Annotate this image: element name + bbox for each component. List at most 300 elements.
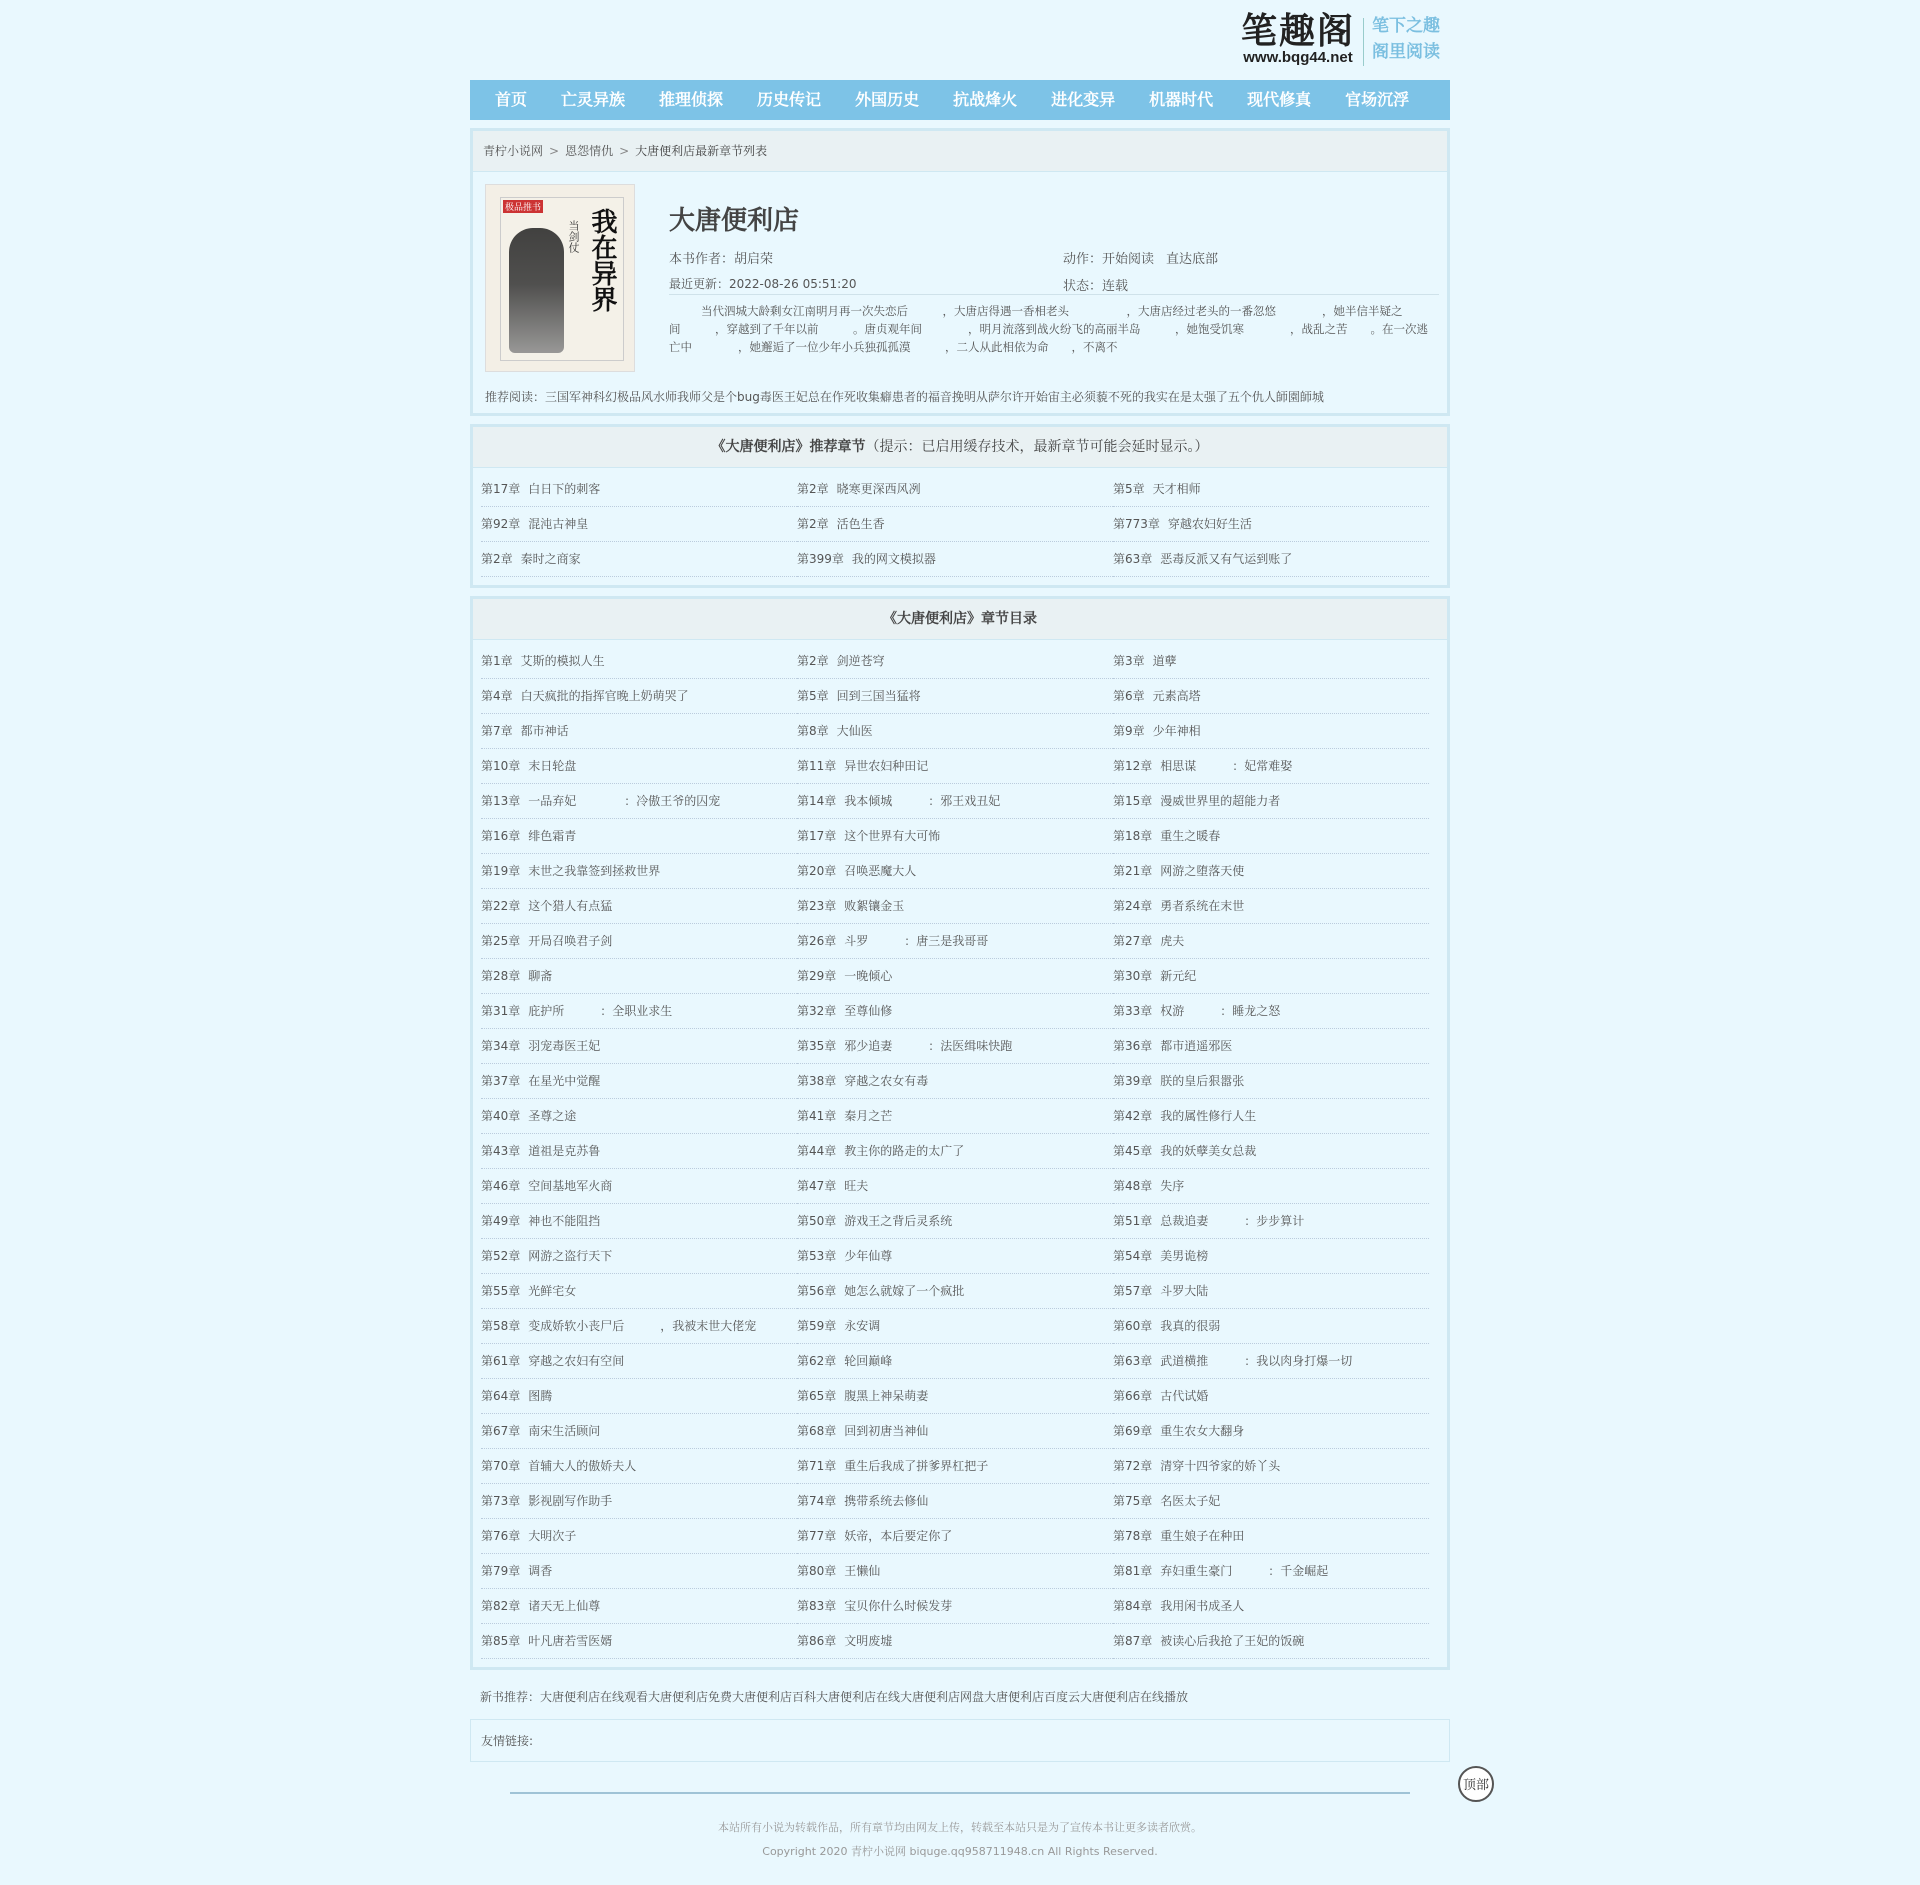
chapter-title: 在星光中觉醒 xyxy=(528,1074,601,1088)
chapter-link[interactable] xyxy=(797,1344,1113,1379)
chapter-title: 永安调 xyxy=(844,1319,881,1333)
breadcrumb-current: 大唐便利店最新章节列表 xyxy=(635,144,768,158)
recommend-chapters-box xyxy=(470,424,1450,588)
chapter-title: 这个世界有大可怖 xyxy=(844,829,941,843)
chapter-link[interactable] xyxy=(1113,714,1429,749)
chapter-link[interactable] xyxy=(797,1239,1113,1274)
chapter-title: 晓寒更深西风冽 xyxy=(836,482,921,496)
chapter-title: 神也不能阻挡 xyxy=(528,1214,601,1228)
chapter-number: 第40章 xyxy=(481,1109,521,1123)
chapter-title: 穿越之农妇有空间 xyxy=(528,1354,625,1368)
chapter-number: 第58章 xyxy=(481,1319,521,1333)
chapter-link[interactable] xyxy=(797,1519,1113,1554)
catalog-box xyxy=(470,596,1450,1670)
chapter-title: 道孽 xyxy=(1152,654,1177,668)
chapter-title: 召唤恶魔大人 xyxy=(844,864,917,878)
chapter-link[interactable] xyxy=(797,1134,1113,1169)
chapter-link[interactable] xyxy=(481,1449,797,1484)
chapter-link[interactable] xyxy=(797,507,1113,542)
chapter-number: 第77章 xyxy=(797,1529,837,1543)
chapter-link[interactable] xyxy=(1113,854,1429,889)
chapter-number: 第23章 xyxy=(797,899,837,913)
chapter-link[interactable] xyxy=(1113,1519,1429,1554)
chapter-number: 第66章 xyxy=(1113,1389,1153,1403)
book-update xyxy=(669,275,856,292)
chapter-link[interactable] xyxy=(1113,644,1429,679)
chapter-title: 轮回巅峰 xyxy=(844,1354,893,1368)
chapter-link[interactable] xyxy=(1113,749,1429,784)
chapter-number: 第76章 xyxy=(481,1529,521,1543)
chapter-link[interactable] xyxy=(481,1134,797,1169)
chapter-link[interactable] xyxy=(481,854,797,889)
chapter-link[interactable] xyxy=(1113,819,1429,854)
chapter-link[interactable] xyxy=(481,1519,797,1554)
chapter-title: 相思谋 ：妃常难娶 xyxy=(1160,759,1293,773)
chapter-link[interactable] xyxy=(481,819,797,854)
chapter-number: 第78章 xyxy=(1113,1529,1153,1543)
chapter-link[interactable] xyxy=(1113,542,1429,577)
go-bottom-link[interactable]: 直达底部 xyxy=(1166,252,1219,267)
chapter-link[interactable] xyxy=(1113,1169,1429,1204)
chapter-number: 第54章 xyxy=(1113,1249,1153,1263)
chapter-title: 我的网文模拟器 xyxy=(851,552,936,566)
chapter-link[interactable] xyxy=(481,644,797,679)
chapter-title: 美男诡榜 xyxy=(1160,1249,1209,1263)
chapter-link[interactable] xyxy=(481,924,797,959)
chapter-title: 穿越农妇好生活 xyxy=(1167,517,1252,531)
recommend-chapters-note: （提示：已启用缓存技术，最新章节可能会延时显示。） xyxy=(865,439,1209,455)
chapter-link[interactable] xyxy=(1113,1134,1429,1169)
chapter-number: 第63章 xyxy=(1113,552,1153,566)
friend-links xyxy=(470,1719,1450,1762)
chapter-link[interactable] xyxy=(1113,994,1429,1029)
chapter-number: 第26章 xyxy=(797,934,837,948)
nav-item[interactable]: 亡灵异族 xyxy=(561,90,626,109)
chapter-number: 第18章 xyxy=(1113,829,1153,843)
chapter-title: 叶凡唐若雪医婿 xyxy=(528,1634,613,1648)
update-value: 2022-08-26 05:51:20 xyxy=(729,277,857,291)
chapter-link[interactable] xyxy=(1113,889,1429,924)
chapter-link[interactable] xyxy=(1113,1029,1429,1064)
chapter-number: 第11章 xyxy=(797,759,837,773)
nav-item[interactable]: 官场沉浮 xyxy=(1345,90,1410,109)
chapter-number: 第44章 xyxy=(797,1144,837,1158)
chapter-link[interactable] xyxy=(797,1064,1113,1099)
chapter-number: 第5章 xyxy=(797,689,829,703)
chapter-link[interactable] xyxy=(1113,1624,1429,1659)
chapter-number: 第2章 xyxy=(797,482,829,496)
chapter-title: 秦时之商家 xyxy=(520,552,581,566)
chapter-link[interactable] xyxy=(1113,959,1429,994)
chapter-title: 权游 ：睡龙之怒 xyxy=(1160,1004,1281,1018)
chapter-link[interactable] xyxy=(1113,1484,1429,1519)
chapter-title: 羽宠毒医王妃 xyxy=(528,1039,601,1053)
chevron-right-icon: > xyxy=(619,144,630,158)
book-intro: 当代泗城大龄剩女江南明月再一次失恋后 ，大唐店得遇一香相老头 ，大唐店经过老头的一番忽悠 ，她半信半疑之间 ，穿越到了千年以前 。唐贞观年间 ，明月流落到战火纷飞的高丽半岛 ，她饱受饥寒 ，战乱之苦 。在一次逃亡中 ，她邂逅了一位少年小兵独孤孤漠 ，二人从此相依为命 ，不离不 xyxy=(669,304,1428,354)
chapter-link[interactable] xyxy=(481,507,797,542)
chapter-link[interactable] xyxy=(1113,1204,1429,1239)
chapter-number: 第64章 xyxy=(481,1389,521,1403)
chapter-number: 第50章 xyxy=(797,1214,837,1228)
chapter-number: 第2章 xyxy=(797,654,829,668)
chapter-title: 大仙医 xyxy=(836,724,873,738)
chapter-title: 清穿十四爷家的娇丫头 xyxy=(1160,1459,1281,1473)
chapter-number: 第46章 xyxy=(481,1179,521,1193)
logo-slogan-2: 阁里阅读 xyxy=(1372,42,1440,62)
chapter-link[interactable] xyxy=(1113,1554,1429,1589)
cover-figure xyxy=(509,228,564,353)
chapter-number: 第22章 xyxy=(481,899,521,913)
action-label: 动作： xyxy=(1063,252,1103,267)
breadcrumb xyxy=(473,131,1447,172)
chapter-link[interactable] xyxy=(1113,1449,1429,1484)
chapter-link[interactable] xyxy=(1113,679,1429,714)
chapter-number: 第32章 xyxy=(797,1004,837,1018)
chapter-link[interactable] xyxy=(797,994,1113,1029)
author-value: 胡启荣 xyxy=(734,252,774,267)
chapter-link[interactable] xyxy=(481,1379,797,1414)
chapter-link[interactable] xyxy=(481,1274,797,1309)
chapter-title: 聊斋 xyxy=(528,969,553,983)
chapter-link[interactable] xyxy=(797,472,1113,507)
nav-item[interactable]: 首页 xyxy=(495,90,528,109)
chapter-number: 第14章 xyxy=(797,794,837,808)
chapter-number: 第39章 xyxy=(1113,1074,1153,1088)
chapter-number: 第51章 xyxy=(1113,1214,1153,1228)
chapter-link[interactable] xyxy=(481,472,797,507)
chapter-link[interactable] xyxy=(797,1169,1113,1204)
chapter-link[interactable] xyxy=(797,1029,1113,1064)
chapter-title: 回到三国当猛将 xyxy=(836,689,921,703)
chapter-number: 第67章 xyxy=(481,1424,521,1438)
book-cover[interactable] xyxy=(485,184,635,372)
chapter-title: 庇护所 ：全职业求生 xyxy=(528,1004,673,1018)
chapter-title: 图腾 xyxy=(528,1389,553,1403)
chapter-title: 妖帝，本后要定你了 xyxy=(844,1529,953,1543)
chapter-title: 都市逍遥邪医 xyxy=(1160,1039,1233,1053)
chapter-number: 第72章 xyxy=(1113,1459,1153,1473)
chapter-link[interactable] xyxy=(797,1449,1113,1484)
chapter-number: 第86章 xyxy=(797,1634,837,1648)
chapter-link[interactable] xyxy=(481,542,797,577)
chapter-title: 我的妖孽美女总裁 xyxy=(1160,1144,1257,1158)
chapter-link[interactable] xyxy=(797,1624,1113,1659)
chapter-number: 第83章 xyxy=(797,1599,837,1613)
chapter-title: 剑逆苍穹 xyxy=(836,654,885,668)
chapter-link[interactable] xyxy=(481,1414,797,1449)
chapter-link[interactable] xyxy=(797,714,1113,749)
chapter-title: 我本倾城 ：邪王戏丑妃 xyxy=(844,794,1001,808)
book-info-box xyxy=(470,128,1450,416)
chapter-link[interactable] xyxy=(1113,1239,1429,1274)
chapter-link[interactable] xyxy=(1113,784,1429,819)
chapter-title: 都市神话 xyxy=(520,724,569,738)
chapter-link[interactable] xyxy=(1113,924,1429,959)
chapter-link[interactable] xyxy=(797,542,1113,577)
chapter-link[interactable] xyxy=(797,1204,1113,1239)
new-book-recommend xyxy=(470,1670,1450,1715)
chapter-link[interactable] xyxy=(797,1589,1113,1624)
book-title: 大唐便利店 xyxy=(669,206,800,236)
book-actions xyxy=(1063,248,1230,267)
chapter-number: 第56章 xyxy=(797,1284,837,1298)
chapter-title: 斗罗大陆 xyxy=(1160,1284,1209,1298)
chapter-link[interactable] xyxy=(797,959,1113,994)
footer-disclaimer: 本站所有小说为转载作品，所有章节均由网友上传，转载至本站只是为了宣传本书让更多读者欣赏。 xyxy=(718,1821,1202,1834)
chapter-title: 末世之我靠签到拯救世界 xyxy=(528,864,661,878)
chapter-number: 第87章 xyxy=(1113,1634,1153,1648)
chapter-number: 第84章 xyxy=(1113,1599,1153,1613)
chapter-number: 第17章 xyxy=(797,829,837,843)
chapter-number: 第29章 xyxy=(797,969,837,983)
chapter-number: 第38章 xyxy=(797,1074,837,1088)
catalog-title: 《大唐便利店》章节目录 xyxy=(883,611,1037,627)
chapter-number: 第48章 xyxy=(1113,1179,1153,1193)
chapter-link[interactable] xyxy=(481,1239,797,1274)
recommend-chapters-header xyxy=(473,427,1447,468)
chapter-link[interactable] xyxy=(481,1204,797,1239)
chapter-number: 第49章 xyxy=(481,1214,521,1228)
chapter-title: 王懒仙 xyxy=(844,1564,881,1578)
chapter-number: 第36章 xyxy=(1113,1039,1153,1053)
new-book-links[interactable]: 大唐便利店在线观看大唐便利店免费大唐便利店百科大唐便利店在线大唐便利店网盘大唐便利店百度云大唐便利店在线播放 xyxy=(540,1690,1189,1704)
logo-url: www.bqg44.net xyxy=(1243,49,1353,66)
chapter-link[interactable] xyxy=(1113,507,1429,542)
chapter-title: 至尊仙修 xyxy=(844,1004,893,1018)
nav-item[interactable]: 历史传记 xyxy=(757,90,822,109)
chapter-title: 被读心后我抢了王妃的饭碗 xyxy=(1160,1634,1305,1648)
chapter-title: 新元纪 xyxy=(1160,969,1197,983)
chapter-link[interactable] xyxy=(1113,1379,1429,1414)
chapter-title: 光鲜宅女 xyxy=(528,1284,577,1298)
chapter-link[interactable] xyxy=(481,1099,797,1134)
chapter-number: 第4章 xyxy=(481,689,513,703)
chapter-link[interactable] xyxy=(797,854,1113,889)
status-value: 连载 xyxy=(1102,279,1129,294)
chapter-link[interactable] xyxy=(481,1624,797,1659)
chapter-number: 第69章 xyxy=(1113,1424,1153,1438)
chapter-link[interactable] xyxy=(481,889,797,924)
chapter-number: 第21章 xyxy=(1113,864,1153,878)
chapter-title: 武道横推 ：我以肉身打爆一切 xyxy=(1160,1354,1353,1368)
chapter-number: 第30章 xyxy=(1113,969,1153,983)
breadcrumb-category[interactable]: 恩怨情仇 xyxy=(565,144,614,158)
recommend-chapters-title: 《大唐便利店》推荐章节 xyxy=(711,439,866,455)
chapter-title: 总裁追妻 ：步步算计 xyxy=(1160,1214,1305,1228)
chapter-number: 第42章 xyxy=(1113,1109,1153,1123)
chapter-link[interactable] xyxy=(1113,1309,1429,1344)
chevron-right-icon: > xyxy=(549,144,560,158)
chapter-number: 第82章 xyxy=(481,1599,521,1613)
chapter-link[interactable] xyxy=(1113,1099,1429,1134)
main-nav xyxy=(470,80,1450,120)
chapter-title: 白天疯批的指挥官晚上奶萌哭了 xyxy=(520,689,689,703)
chapter-link[interactable] xyxy=(481,1029,797,1064)
chapter-number: 第5章 xyxy=(1113,482,1145,496)
chapter-link[interactable] xyxy=(797,644,1113,679)
chapter-title: 诸天无上仙尊 xyxy=(528,1599,601,1613)
chapter-title: 异世农妇种田记 xyxy=(844,759,929,773)
chapter-title: 活色生香 xyxy=(836,517,885,531)
chapter-link[interactable] xyxy=(797,819,1113,854)
chapter-number: 第75章 xyxy=(1113,1494,1153,1508)
chapter-title: 我的属性修行人生 xyxy=(1160,1109,1257,1123)
chapter-number: 第85章 xyxy=(481,1634,521,1648)
chapter-number: 第53章 xyxy=(797,1249,837,1263)
chapter-title: 开局召唤君子剑 xyxy=(528,934,613,948)
nav-item[interactable]: 抗战烽火 xyxy=(953,90,1018,109)
chapter-title: 绯色霜青 xyxy=(528,829,577,843)
chapter-number: 第16章 xyxy=(481,829,521,843)
nav-item[interactable]: 进化变异 xyxy=(1051,90,1116,109)
chapter-title: 虎夫 xyxy=(1160,934,1185,948)
chapter-title: 一品弃妃 ：冷傲王爷的囚宠 xyxy=(528,794,721,808)
chapter-title: 大明次子 xyxy=(528,1529,577,1543)
chapter-link[interactable] xyxy=(797,1554,1113,1589)
recommend-reading-links[interactable]: 三国军神科幻极品风水师我师父是个bug毒医王妃总在作死收集癖患者的福音挽明从萨尔许开始宙主必须藐不死的我实在是太强了五个仇人師園師城 xyxy=(545,390,1324,404)
chapter-link[interactable] xyxy=(481,1344,797,1379)
chapter-link[interactable] xyxy=(797,679,1113,714)
chapter-link[interactable] xyxy=(481,1484,797,1519)
chapter-number: 第17章 xyxy=(481,482,521,496)
chapter-title: 邪少追妻 ：法医缉味快跑 xyxy=(844,1039,1013,1053)
chapter-number: 第9章 xyxy=(1113,724,1145,738)
chapter-title: 腹黑上神呆萌妻 xyxy=(844,1389,929,1403)
chapter-link[interactable] xyxy=(481,959,797,994)
chapter-link[interactable] xyxy=(797,784,1113,819)
book-author xyxy=(669,248,773,267)
site-logo[interactable] xyxy=(1241,12,1440,66)
chapter-link[interactable] xyxy=(481,1309,797,1344)
chapter-link[interactable] xyxy=(797,924,1113,959)
chapter-number: 第773章 xyxy=(1113,517,1160,531)
chapter-number: 第79章 xyxy=(481,1564,521,1578)
chapter-title: 首辅大人的傲娇夫人 xyxy=(528,1459,637,1473)
cover-image xyxy=(500,197,624,361)
cover-tag: 极品推书 xyxy=(503,200,543,213)
chapter-link[interactable] xyxy=(481,1169,797,1204)
chapter-title: 失序 xyxy=(1160,1179,1185,1193)
chapter-number: 第52章 xyxy=(481,1249,521,1263)
chapter-title: 回到初唐当神仙 xyxy=(844,1424,929,1438)
chapter-link[interactable] xyxy=(797,1484,1113,1519)
chapter-link[interactable] xyxy=(1113,1344,1429,1379)
logo-slogan-1: 笔下之趣 xyxy=(1372,16,1440,36)
nav-item[interactable]: 外国历史 xyxy=(855,90,920,109)
chapter-link[interactable] xyxy=(481,784,797,819)
chapter-link[interactable] xyxy=(481,679,797,714)
chapter-number: 第1章 xyxy=(481,654,513,668)
chapter-number: 第57章 xyxy=(1113,1284,1153,1298)
breadcrumb-home[interactable]: 青柠小说网 xyxy=(483,144,544,158)
chapter-title: 混沌古神皇 xyxy=(528,517,589,531)
chapter-title: 这个猎人有点猛 xyxy=(528,899,613,913)
update-label: 最近更新： xyxy=(669,277,730,291)
chapter-link[interactable] xyxy=(797,749,1113,784)
chapter-number: 第20章 xyxy=(797,864,837,878)
chapter-link[interactable] xyxy=(797,889,1113,924)
chapter-number: 第19章 xyxy=(481,864,521,878)
chapter-link[interactable] xyxy=(1113,472,1429,507)
chapter-link[interactable] xyxy=(481,1554,797,1589)
chapter-number: 第60章 xyxy=(1113,1319,1153,1333)
logo-divider xyxy=(1363,18,1364,66)
chapter-number: 第34章 xyxy=(481,1039,521,1053)
chapter-link[interactable] xyxy=(481,749,797,784)
chapter-number: 第41章 xyxy=(797,1109,837,1123)
chapter-title: 旺夫 xyxy=(844,1179,869,1193)
chapter-title: 她怎么就嫁了一个疯批 xyxy=(844,1284,965,1298)
chapter-link[interactable] xyxy=(1113,1589,1429,1624)
page-wrapper xyxy=(470,0,1489,1864)
chapter-link[interactable] xyxy=(481,1589,797,1624)
recommend-reading-label: 推荐阅读： xyxy=(485,390,546,404)
chapter-link[interactable] xyxy=(797,1414,1113,1449)
chapter-link[interactable] xyxy=(1113,1274,1429,1309)
chapter-title: 变成娇软小丧尸后 ，我被末世大佬宠 xyxy=(528,1319,757,1333)
chapter-title: 古代试婚 xyxy=(1160,1389,1209,1403)
chapter-link[interactable] xyxy=(1113,1064,1429,1099)
chapter-link[interactable] xyxy=(797,1309,1113,1344)
chapter-title: 携带系统去修仙 xyxy=(844,1494,929,1508)
chapter-title: 宝贝你什么时候发芽 xyxy=(844,1599,953,1613)
catalog-header xyxy=(473,599,1447,640)
chapter-link[interactable] xyxy=(481,714,797,749)
chapter-title: 天才相师 xyxy=(1152,482,1201,496)
chapter-title: 败絮镶金玉 xyxy=(844,899,905,913)
chapter-title: 影视剧写作助手 xyxy=(528,1494,613,1508)
chapter-link[interactable] xyxy=(481,1064,797,1099)
chapter-title: 朕的皇后狠嚣张 xyxy=(1160,1074,1245,1088)
author-label: 本书作者： xyxy=(669,252,735,267)
chapter-number: 第92章 xyxy=(481,517,521,531)
chapter-number: 第43章 xyxy=(481,1144,521,1158)
chapter-title: 名医太子妃 xyxy=(1160,1494,1221,1508)
chapter-title: 重生后我成了拼爹界杠把子 xyxy=(844,1459,989,1473)
chapter-number: 第81章 xyxy=(1113,1564,1153,1578)
chapter-link[interactable] xyxy=(797,1099,1113,1134)
chapter-link[interactable] xyxy=(1113,1414,1429,1449)
chapter-title: 元素高塔 xyxy=(1152,689,1201,703)
chapter-number: 第13章 xyxy=(481,794,521,808)
nav-item[interactable]: 推理侦探 xyxy=(659,90,724,109)
chapter-number: 第63章 xyxy=(1113,1354,1153,1368)
chapter-title: 网游之盗行天下 xyxy=(528,1249,613,1263)
chapter-link[interactable] xyxy=(797,1274,1113,1309)
chapter-title: 勇者系统在末世 xyxy=(1160,899,1245,913)
chapter-link[interactable] xyxy=(481,994,797,1029)
chapter-number: 第28章 xyxy=(481,969,521,983)
nav-item[interactable]: 机器时代 xyxy=(1149,90,1214,109)
chapter-link[interactable] xyxy=(797,1379,1113,1414)
nav-item[interactable]: 现代修真 xyxy=(1247,90,1312,109)
start-reading-link[interactable]: 开始阅读 xyxy=(1102,252,1155,267)
status-label: 状态： xyxy=(1063,279,1103,294)
chapter-number: 第74章 xyxy=(797,1494,837,1508)
logo-title: 笔趣阁 xyxy=(1240,10,1355,52)
back-to-top-button[interactable]: 顶部 xyxy=(1458,1766,1494,1802)
chapter-title: 南宋生活顾问 xyxy=(528,1424,601,1438)
chapter-number: 第15章 xyxy=(1113,794,1153,808)
chapter-number: 第61章 xyxy=(481,1354,521,1368)
chapter-title: 圣尊之途 xyxy=(528,1109,577,1123)
friend-links-label: 友情链接: xyxy=(481,1734,534,1748)
chapter-title: 文明废墟 xyxy=(844,1634,893,1648)
chapter-title: 漫威世界里的超能力者 xyxy=(1160,794,1281,808)
book-info xyxy=(473,172,1447,382)
logo-main xyxy=(1241,12,1355,66)
logo-slogan xyxy=(1372,12,1440,64)
